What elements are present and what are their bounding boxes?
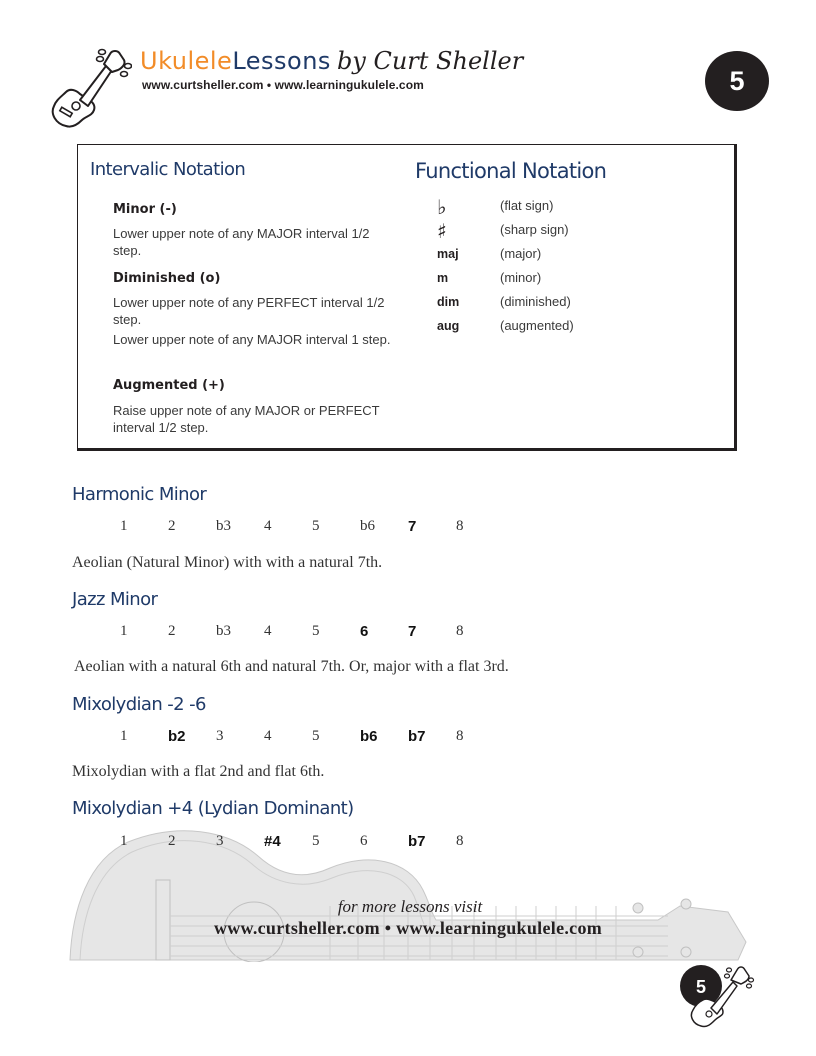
brand-author: by Curt Sheller <box>336 47 524 75</box>
ukulele-logo-icon <box>46 44 132 130</box>
scale-degree: b3 <box>216 518 231 534</box>
brand-lessons: Lessons <box>232 47 331 75</box>
scale-degree: b2 <box>168 728 186 745</box>
maj-desc: (major) <box>500 246 542 261</box>
scale-degree: 5 <box>312 833 320 849</box>
diminished-desc-1: Lower upper note of any PERFECT interval 1/2 step. <box>113 295 385 327</box>
degree-row-mixolydian-2-6 <box>0 728 600 748</box>
footer-visit-text: for more lessons visit <box>337 897 483 916</box>
scale-degree: 4 <box>264 728 272 744</box>
dim-desc: (diminished) <box>500 294 571 309</box>
scale-degree: b6 <box>360 728 378 745</box>
scale-degree: 7 <box>408 623 417 640</box>
diminished-label: Diminished (o) <box>113 271 221 286</box>
notation-box <box>77 144 737 451</box>
maj-symbol: maj <box>437 247 459 261</box>
scale-degree: 6 <box>360 623 369 640</box>
degree-row-harmonic-minor <box>0 518 600 538</box>
sharp-sign-icon: ♯ <box>437 219 447 243</box>
scale-degree: #4 <box>264 833 281 850</box>
dim-symbol: dim <box>437 295 460 309</box>
aug-symbol: aug <box>437 319 460 333</box>
aug-desc: (augmented) <box>500 318 574 333</box>
scale-degree: 5 <box>312 518 320 534</box>
scale-degree: 4 <box>264 623 272 639</box>
intervalic-notation-title: Intervalic Notation <box>90 159 246 180</box>
scale-degree: 8 <box>456 623 464 639</box>
section-title-harmonic-minor: Harmonic Minor <box>72 484 207 505</box>
footer-page-badge <box>675 962 765 1032</box>
scale-degree: b6 <box>360 518 375 534</box>
scale-degree: 8 <box>456 728 464 744</box>
sharp-sign-desc: (sharp sign) <box>500 222 569 237</box>
scale-degree: 5 <box>312 728 320 744</box>
scale-degree: 2 <box>168 623 176 639</box>
scale-degree: 5 <box>312 623 320 639</box>
description-mixolydian-2-6: Mixolydian with a flat 2nd and flat 6th. <box>72 763 325 780</box>
section-title-mixolydian-2-6: Mixolydian -2 -6 <box>72 694 206 715</box>
section-title-lydian-dominant: Mixolydian +4 (Lydian Dominant) <box>72 798 354 819</box>
scale-degree: 8 <box>456 833 464 849</box>
header-urls: www.curtsheller.com • www.learningukulele.com <box>142 78 424 92</box>
scale-degree: 8 <box>456 518 464 534</box>
footer-urls: www.curtsheller.com • www.learningukulele.com <box>213 918 603 938</box>
scale-degree: 1 <box>120 518 128 534</box>
degree-row-jazz-minor <box>0 623 600 643</box>
scale-degree: 7 <box>408 518 417 535</box>
brand-ukulele: Ukulele <box>140 47 233 75</box>
scale-degree: 4 <box>264 518 272 534</box>
scale-degree: 3 <box>216 728 224 744</box>
m-desc: (minor) <box>500 270 542 285</box>
scale-degree: 2 <box>168 833 176 849</box>
description-jazz-minor: Aeolian with a natural 6th and natural 7th. Or, major with a flat 3rd. <box>74 658 509 675</box>
m-symbol: m <box>437 271 449 285</box>
degree-row-lydian-dominant <box>0 833 600 853</box>
scale-degree: b7 <box>408 833 426 850</box>
scale-degree: 1 <box>120 623 128 639</box>
scale-degree: 3 <box>216 833 224 849</box>
augmented-desc: Raise upper note of any MAJOR or PERFECT interval 1/2 step. <box>113 403 380 435</box>
page-number-badge: 5 <box>705 51 769 111</box>
section-title-jazz-minor: Jazz Minor <box>72 589 158 610</box>
functional-notation-title: Functional Notation <box>415 159 607 183</box>
flat-sign-icon: ♭ <box>437 195 447 219</box>
augmented-label: Augmented (+) <box>113 378 225 393</box>
scale-degree: 2 <box>168 518 176 534</box>
brand-title <box>140 44 523 77</box>
minor-desc: Lower upper note of any MAJOR interval 1/2 step. <box>113 226 370 258</box>
footer-page-number: 5 <box>695 977 707 997</box>
scale-degree: 1 <box>120 833 128 849</box>
flat-sign-desc: (flat sign) <box>500 198 554 213</box>
diminished-desc-2: Lower upper note of any MAJOR interval 1 step. <box>113 332 391 347</box>
scale-degree: 1 <box>120 728 128 744</box>
scale-degree: 6 <box>360 833 368 849</box>
scale-degree: b7 <box>408 728 426 745</box>
scale-degree: b3 <box>216 623 231 639</box>
description-harmonic-minor: Aeolian (Natural Minor) with with a natural 7th. <box>72 554 383 571</box>
minor-label: Minor (-) <box>113 202 177 217</box>
